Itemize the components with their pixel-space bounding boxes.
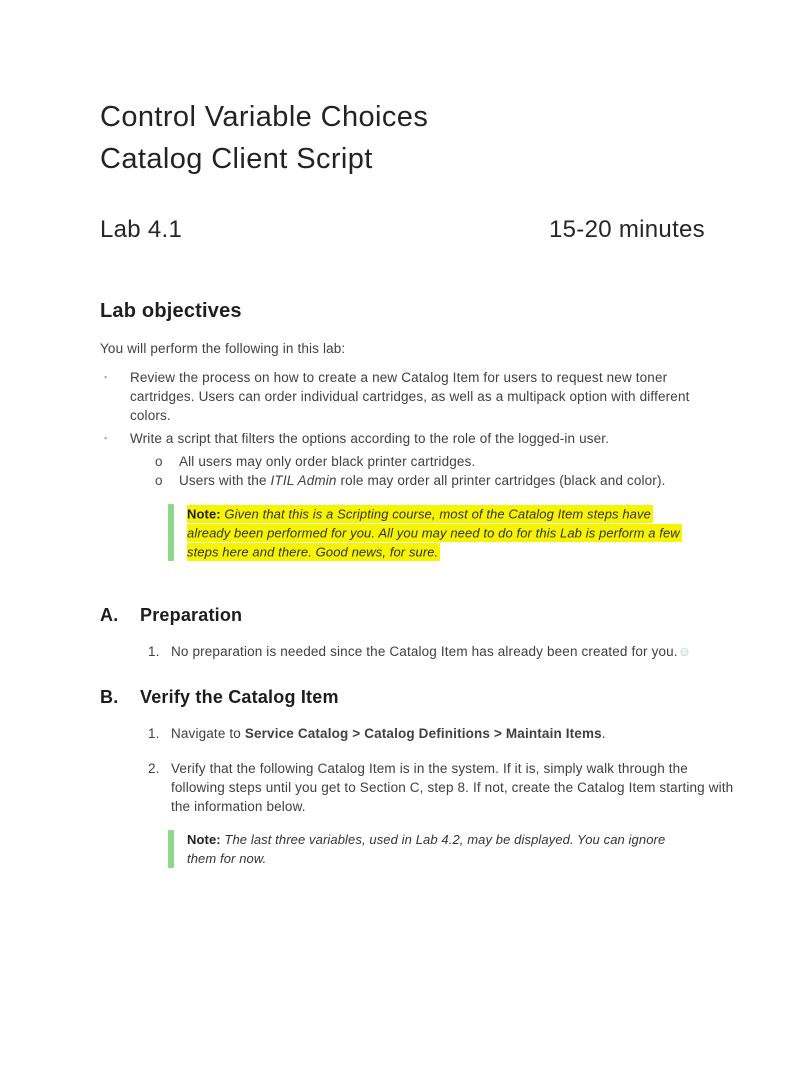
sub-bullet-text-post: role may order all printer cartridges (black and color).: [336, 473, 666, 488]
step-number: 2.: [148, 761, 160, 776]
lab-duration: 15-20 minutes: [549, 216, 705, 243]
objectives-heading: Lab objectives: [100, 300, 242, 322]
section-title: Verify the Catalog Item: [140, 687, 339, 707]
bullet-icon: ▪: [104, 433, 108, 443]
step-item: [148, 759, 745, 816]
list-item: [100, 429, 745, 448]
sub-bullet-text-pre: Users with the: [179, 473, 271, 488]
note-block-highlighted: [168, 504, 693, 561]
sub-bullet-icon: o: [155, 473, 163, 488]
smiley-icon: ☺: [677, 644, 692, 659]
section-letter: B.: [100, 687, 119, 707]
note-content: [174, 830, 693, 868]
bullet-text: Review the process on how to create a new Catalog Item for users to request new toner cartridges. Users can order individual cartridges, as well as a multipack option with different colors.: [130, 370, 690, 423]
objectives-sub-bullet-list: [155, 452, 745, 490]
step-item: [148, 724, 745, 743]
title-line-2: Catalog Client Script: [100, 143, 373, 175]
step-number: 1.: [148, 644, 160, 659]
note-label: Note:: [187, 832, 221, 847]
step-text: [171, 724, 606, 743]
note-block-plain: [168, 830, 693, 868]
section-title: Preparation: [140, 605, 243, 625]
step-text-bold: Service Catalog > Catalog Definitions > Maintain Items: [244, 726, 602, 741]
note-text: Given that this is a Scripting course, most of the Catalog Item steps have already been performed for you. All you may need to do for this Lab is perform a few steps here and there. Good news, for sure.: [187, 506, 680, 559]
lab-number: Lab 4.1: [100, 216, 183, 243]
objectives-bullet-list: [100, 368, 745, 448]
list-item: [155, 471, 745, 490]
sub-bullet-icon: o: [155, 454, 163, 469]
sub-bullet-text: [179, 471, 666, 490]
list-item: [155, 452, 745, 471]
sub-bullet-text: [179, 452, 475, 471]
note-label: Note:: [187, 506, 221, 521]
step-text-pre: Navigate to: [171, 726, 245, 741]
step-text-body: No preparation is needed since the Catalog Item has already been created for you.: [171, 644, 678, 659]
bullet-text: Write a script that filters the options according to the role of the logged-in user.: [130, 431, 610, 446]
sub-bullet-text-italic: ITIL Admin: [270, 473, 337, 488]
title-line-1: Control Variable Choices: [100, 101, 429, 133]
bullet-icon: ▪: [104, 372, 108, 382]
note-text: The last three variables, used in Lab 4.2, may be displayed. You can ignore them for now.: [187, 832, 666, 866]
step-text: [171, 642, 691, 661]
step-text-post: .: [601, 726, 606, 741]
section-a-heading: [100, 605, 745, 626]
note-content: [174, 504, 693, 561]
lab-header-row: [100, 216, 705, 244]
document-title: [100, 96, 745, 180]
objectives-intro: You will perform the following in this lab:: [100, 341, 346, 356]
list-item: [100, 368, 745, 425]
step-item: [148, 642, 745, 661]
sub-bullet-text-pre: All users may only order black printer cartridges.: [179, 454, 476, 469]
section-letter: A.: [100, 605, 119, 625]
step-text: Verify that the following Catalog Item is in the system. If it is, simply walk through the following steps until you get to Section C, step 8. If not, create the Catalog Item starting with the information below.: [171, 761, 734, 814]
section-b-heading: [100, 687, 745, 708]
step-number: 1.: [148, 726, 160, 741]
